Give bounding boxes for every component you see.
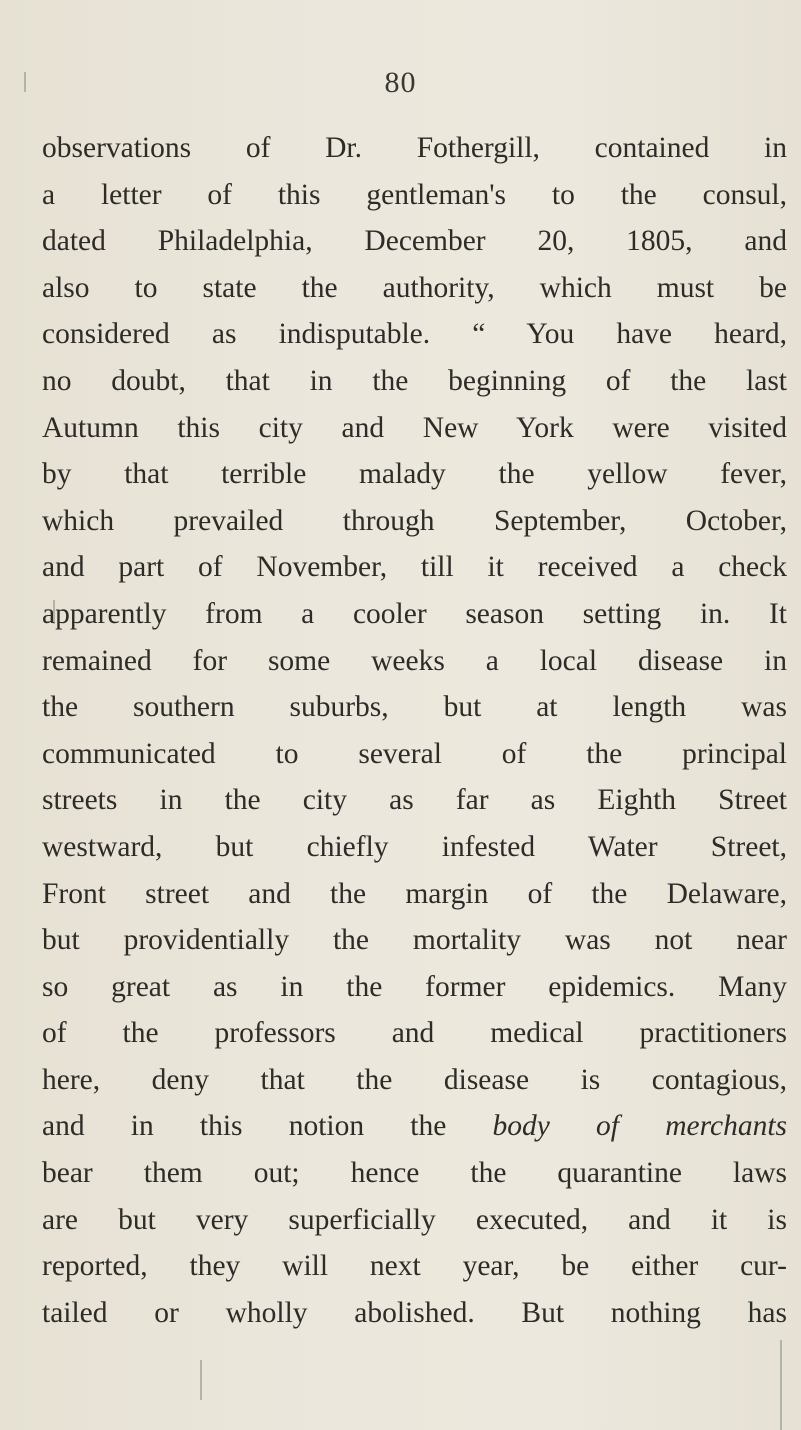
text-line: streets in the city as far as Eighth Street <box>42 784 787 817</box>
text-line: westward, but chiefly infested Water Street, <box>42 830 787 863</box>
text-line-with-italic <box>42 1103 787 1150</box>
text-line: here, deny that the disease is contagious, <box>42 1063 787 1096</box>
text-line: are but very superficially executed, and it is <box>42 1203 787 1236</box>
text-line: reported, they will next year, be either cur- <box>42 1250 787 1283</box>
text-line: dated Philadelphia, December 20, 1805, and <box>42 225 787 258</box>
text-segment: and in this notion the <box>42 1110 447 1143</box>
scan-mark <box>200 1360 202 1400</box>
body-text <box>42 125 787 1336</box>
text-line: the southern suburbs, but at length was <box>42 691 787 724</box>
page-number: 80 <box>384 66 417 99</box>
text-line: Autumn this city and New York were visited <box>42 411 787 444</box>
text-line: considered as indisputable. “ You have heard, <box>42 318 787 351</box>
text-line: no doubt, that in the beginning of the last <box>42 364 787 397</box>
text-line: tailed or wholly abolished. But nothing has <box>42 1296 787 1329</box>
text-line: which prevailed through September, October, <box>42 504 787 537</box>
text-line: so great as in the former epidemics. Many <box>42 970 787 1003</box>
text-line: bear them out; hence the quarantine laws <box>42 1157 787 1190</box>
text-line: but providentially the mortality was not near <box>42 924 787 957</box>
text-line: a letter of this gentleman's to the consul, <box>42 178 787 211</box>
text-line: and part of November, till it received a check <box>42 551 787 584</box>
scan-mark <box>780 1340 782 1430</box>
text-line: also to state the authority, which must be <box>42 271 787 304</box>
text-line: apparently from a cooler season setting in. It <box>42 597 787 630</box>
text-line: of the professors and medical practitioners <box>42 1017 787 1050</box>
text-line: communicated to several of the principal <box>42 737 787 770</box>
text-line: by that terrible malady the yellow fever, <box>42 458 787 491</box>
text-line: observations of Dr. Fothergill, contained in <box>42 132 787 164</box>
text-line: Front street and the margin of the Delaware, <box>42 877 787 910</box>
text-line: remained for some weeks a local disease in <box>42 644 787 677</box>
italic-phrase: body of merchants <box>492 1110 787 1143</box>
